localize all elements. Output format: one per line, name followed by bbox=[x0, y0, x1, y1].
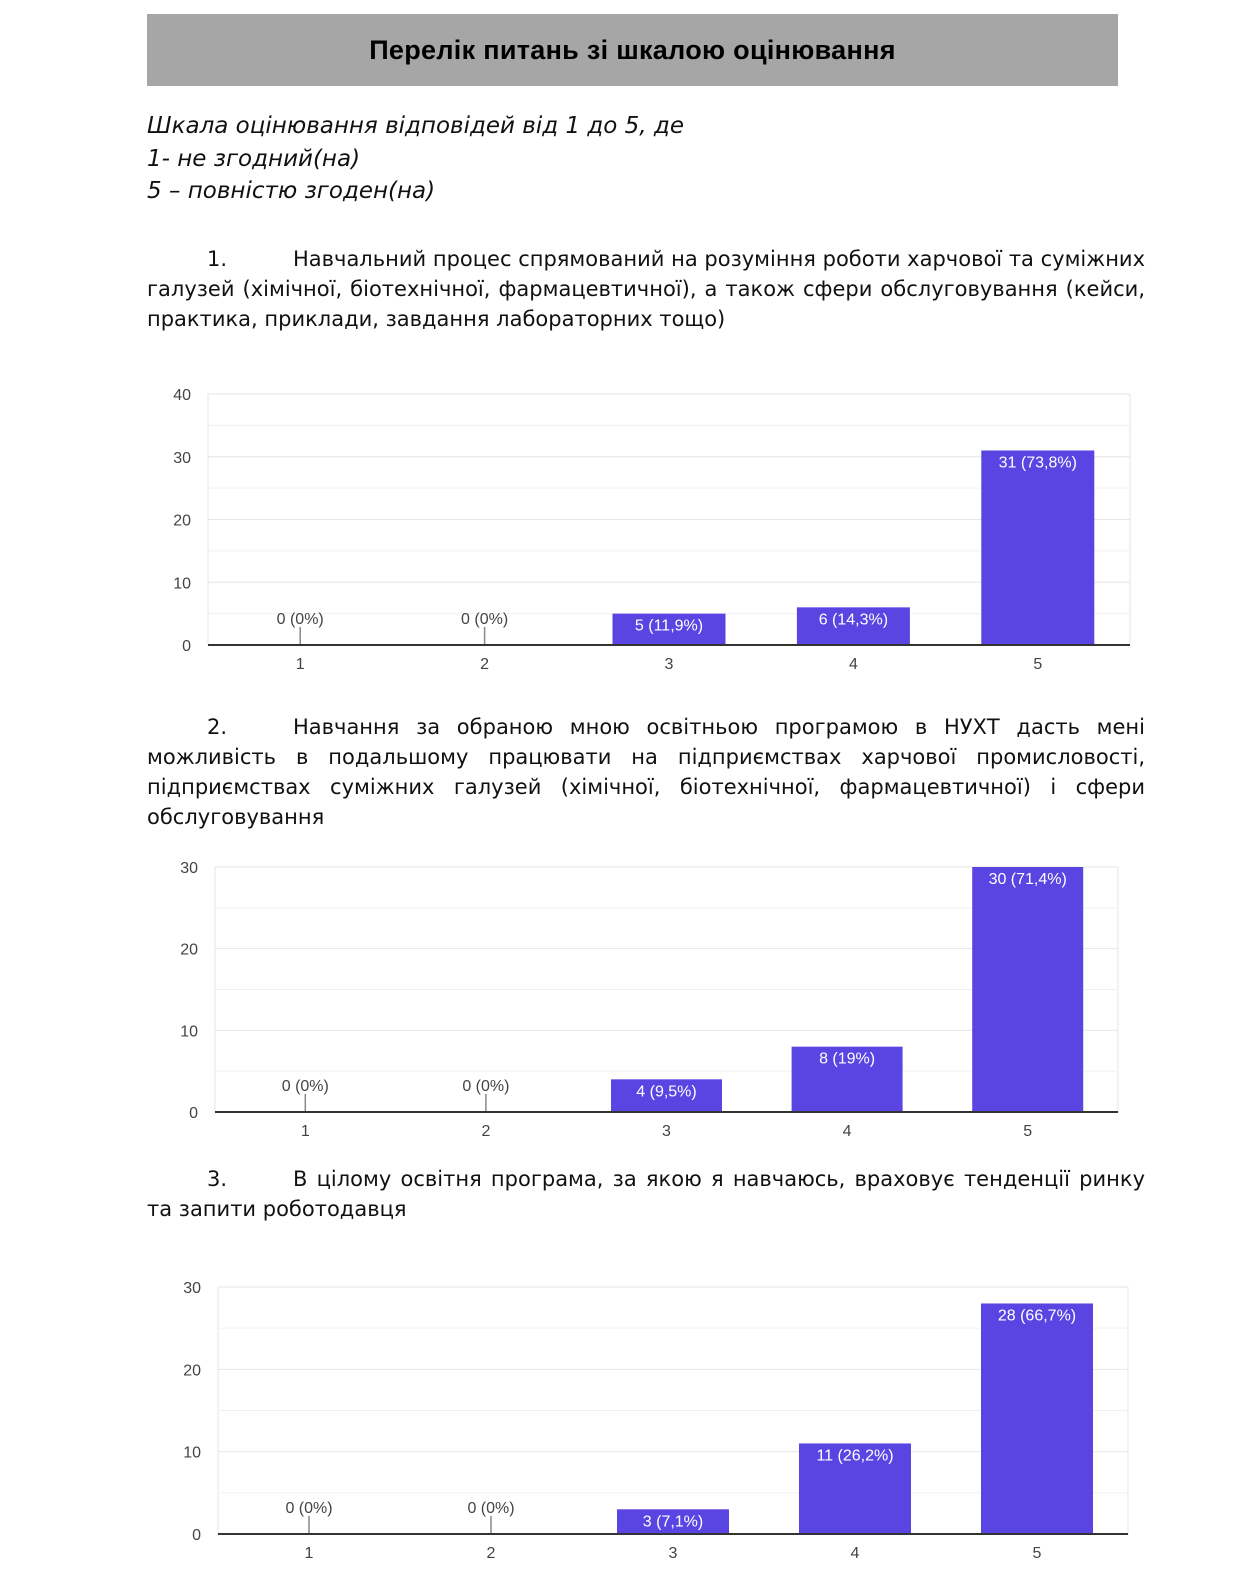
data-label: 0 (0%) bbox=[467, 1500, 515, 1517]
x-tick-label: 1 bbox=[295, 656, 305, 673]
data-label: 0 (0%) bbox=[281, 1078, 329, 1095]
x-tick-label: 5 bbox=[1023, 1123, 1033, 1140]
data-label: 3 (7,1%) bbox=[642, 1513, 704, 1531]
y-tick-label: 30 bbox=[180, 860, 198, 877]
y-tick-label: 20 bbox=[173, 512, 191, 530]
x-tick-label: 4 bbox=[850, 1545, 860, 1562]
data-label: 28 (66,7%) bbox=[997, 1307, 1077, 1325]
bar-chart-svg bbox=[0, 1272, 1241, 1572]
bar bbox=[981, 450, 1094, 645]
x-tick-label: 4 bbox=[848, 656, 858, 673]
data-label: 0 (0%) bbox=[462, 1078, 510, 1095]
data-label: 4 (9,5%) bbox=[636, 1083, 697, 1101]
chart-question-2 bbox=[0, 852, 1241, 1147]
chart-question-3 bbox=[0, 1272, 1241, 1572]
x-tick-label: 3 bbox=[664, 656, 674, 673]
x-tick-label: 4 bbox=[842, 1123, 852, 1140]
y-tick-label: 20 bbox=[180, 941, 198, 959]
bar-chart-svg bbox=[0, 852, 1241, 1147]
scale-line-1: Шкала оцінювання відповідей від 1 до 5, де bbox=[147, 113, 684, 139]
question-number: 1. bbox=[207, 247, 228, 271]
y-tick-label: 0 bbox=[189, 1105, 198, 1122]
y-tick-label: 10 bbox=[180, 1023, 198, 1041]
rating-scale-description bbox=[147, 110, 684, 208]
x-tick-label: 2 bbox=[480, 656, 490, 673]
data-label: 30 (71,4%) bbox=[988, 871, 1067, 888]
x-tick-label: 5 bbox=[1033, 656, 1043, 673]
scale-line-3: 5 – повністю згоден(на) bbox=[147, 178, 436, 204]
data-label: 0 (0%) bbox=[461, 611, 509, 628]
x-tick-label: 2 bbox=[486, 1545, 496, 1562]
y-tick-label: 30 bbox=[183, 1280, 201, 1297]
question-1 bbox=[147, 244, 1145, 334]
x-tick-label: 5 bbox=[1032, 1545, 1042, 1562]
y-tick-label: 30 bbox=[173, 449, 191, 467]
x-tick-label: 3 bbox=[668, 1545, 678, 1562]
question-3 bbox=[147, 1164, 1145, 1224]
question-text: Навчання за обраною мною освітньою програмою в НУХТ дасть мені можливість в подальшому працювати на підприємствах харчової промисловості, підприємствах суміжних галузей (хімічної, біотехнічної, фармацевтичної) і сфери обслуговування bbox=[147, 715, 1145, 829]
y-tick-label: 10 bbox=[173, 575, 191, 593]
bar bbox=[981, 1303, 1093, 1534]
chart-question-1 bbox=[0, 380, 1241, 680]
page-header bbox=[147, 14, 1118, 86]
y-tick-label: 0 bbox=[192, 1527, 201, 1544]
question-2 bbox=[147, 712, 1145, 832]
y-tick-label: 0 bbox=[182, 638, 191, 655]
x-tick-label: 3 bbox=[662, 1123, 671, 1140]
page-title: Перелік питань зі шкалою оцінювання bbox=[369, 34, 896, 65]
question-number: 3. bbox=[207, 1167, 228, 1191]
data-label: 0 (0%) bbox=[276, 611, 324, 628]
bar bbox=[972, 867, 1083, 1112]
data-label: 11 (26,2%) bbox=[816, 1447, 894, 1465]
y-tick-label: 20 bbox=[183, 1362, 201, 1380]
data-label: 0 (0%) bbox=[285, 1500, 333, 1517]
bar-chart-svg bbox=[0, 380, 1241, 680]
x-tick-label: 1 bbox=[304, 1545, 314, 1562]
data-label: 6 (14,3%) bbox=[818, 611, 889, 629]
question-text: В цілому освітня програма, за якою я навчаюсь, враховує тенденції ринку та запити роботодавця bbox=[147, 1167, 1145, 1221]
y-tick-label: 40 bbox=[173, 387, 191, 404]
x-tick-label: 1 bbox=[300, 1123, 310, 1140]
data-label: 8 (19%) bbox=[819, 1050, 876, 1068]
data-label: 5 (11,9%) bbox=[634, 617, 704, 635]
question-number: 2. bbox=[207, 715, 228, 739]
x-tick-label: 2 bbox=[481, 1123, 491, 1140]
y-tick-label: 10 bbox=[183, 1444, 201, 1462]
question-text: Навчальний процес спрямований на розуміння роботи харчової та суміжних галузей (хімічної, біотехнічної, фармацевтичної), а також сфери обслуговування (кейси, практика, приклади, завдання лабораторних тощо) bbox=[147, 247, 1145, 331]
scale-line-2: 1- не згодний(на) bbox=[147, 145, 361, 172]
data-label: 31 (73,8%) bbox=[998, 454, 1077, 472]
